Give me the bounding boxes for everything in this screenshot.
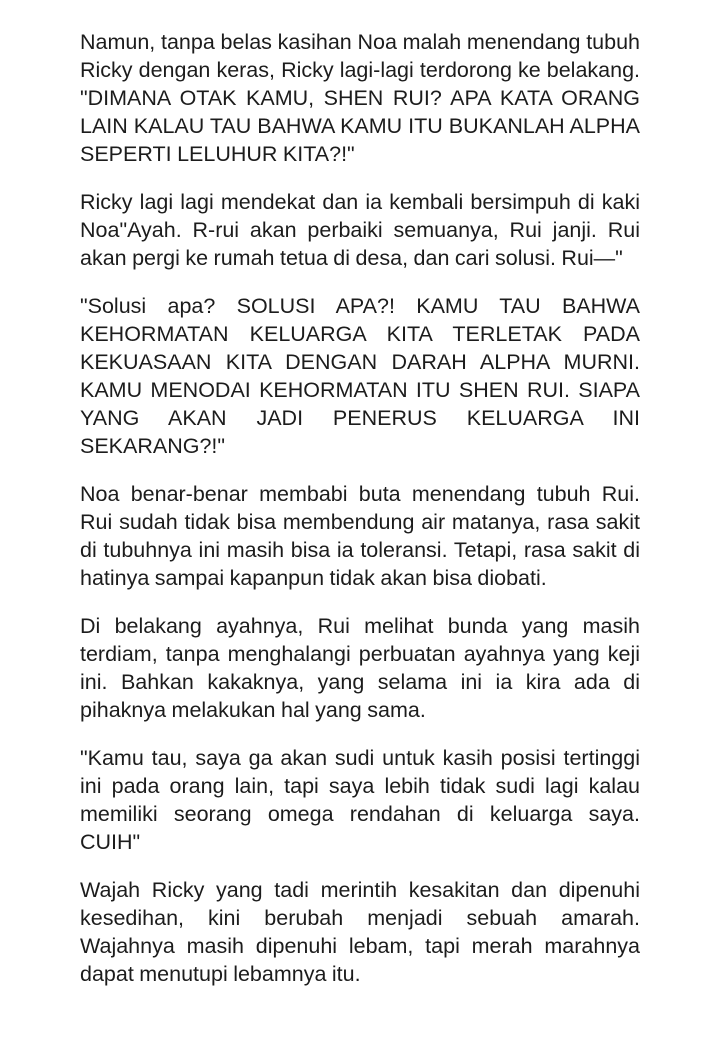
chapter-text: [80, 28, 640, 988]
paragraph-5: Di belakang ayahnya, Rui melihat bunda yang masih terdiam, tanpa menghalangi perbuatan ayahnya yang keji ini. Bahkan kakaknya, yang selama ini ia kira ada di pihaknya melakukan hal yang sama.: [80, 614, 640, 722]
paragraph-3: "Solusi apa? SOLUSI APA?! KAMU TAU BAHWA KEHORMATAN KELUARGA KITA TERLETAK PADA KEKUASAAN KITA DENGAN DARAH ALPHA MURNI. KAMU MENODAI KEHORMATAN ITU SHEN RUI. SIAPA YANG AKAN JADI PENERUS KELUARGA INI SEKARANG?!": [80, 294, 640, 458]
paragraph-2: Ricky lagi lagi mendekat dan ia kembali bersimpuh di kaki Noa"Ayah. R-rui akan perbaiki semuanya, Rui janji. Rui akan pergi ke rumah tetua di desa, dan cari solusi. Rui—": [80, 190, 640, 270]
paragraph-1: Namun, tanpa belas kasihan Noa malah menendang tubuh Ricky dengan keras, Ricky lagi-lagi terdorong ke belakang. "DIMANA OTAK KAMU, SHEN RUI? APA KATA ORANG LAIN KALAU TAU BAHWA KAMU ITU BUKANLAH ALPHA SEPERTI LELUHUR KITA?!": [80, 30, 640, 166]
paragraph-7: Wajah Ricky yang tadi merintih kesakitan dan dipenuhi kesedihan, kini berubah menjadi sebuah amarah. Wajahnya masih dipenuhi lebam, tapi merah marahnya dapat menutupi lebamnya itu.: [80, 878, 640, 986]
paragraph-6: "Kamu tau, saya ga akan sudi untuk kasih posisi tertinggi ini pada orang lain, tapi saya lebih tidak sudi lagi kalau memiliki seorang omega rendahan di keluarga saya. CUIH": [80, 746, 640, 854]
paragraph-4: Noa benar-benar membabi buta menendang tubuh Rui. Rui sudah tidak bisa membendung air matanya, rasa sakit di tubuhnya ini masih bisa ia toleransi. Tetapi, rasa sakit di hatinya sampai kapanpun tidak akan bisa diobati.: [80, 482, 640, 590]
